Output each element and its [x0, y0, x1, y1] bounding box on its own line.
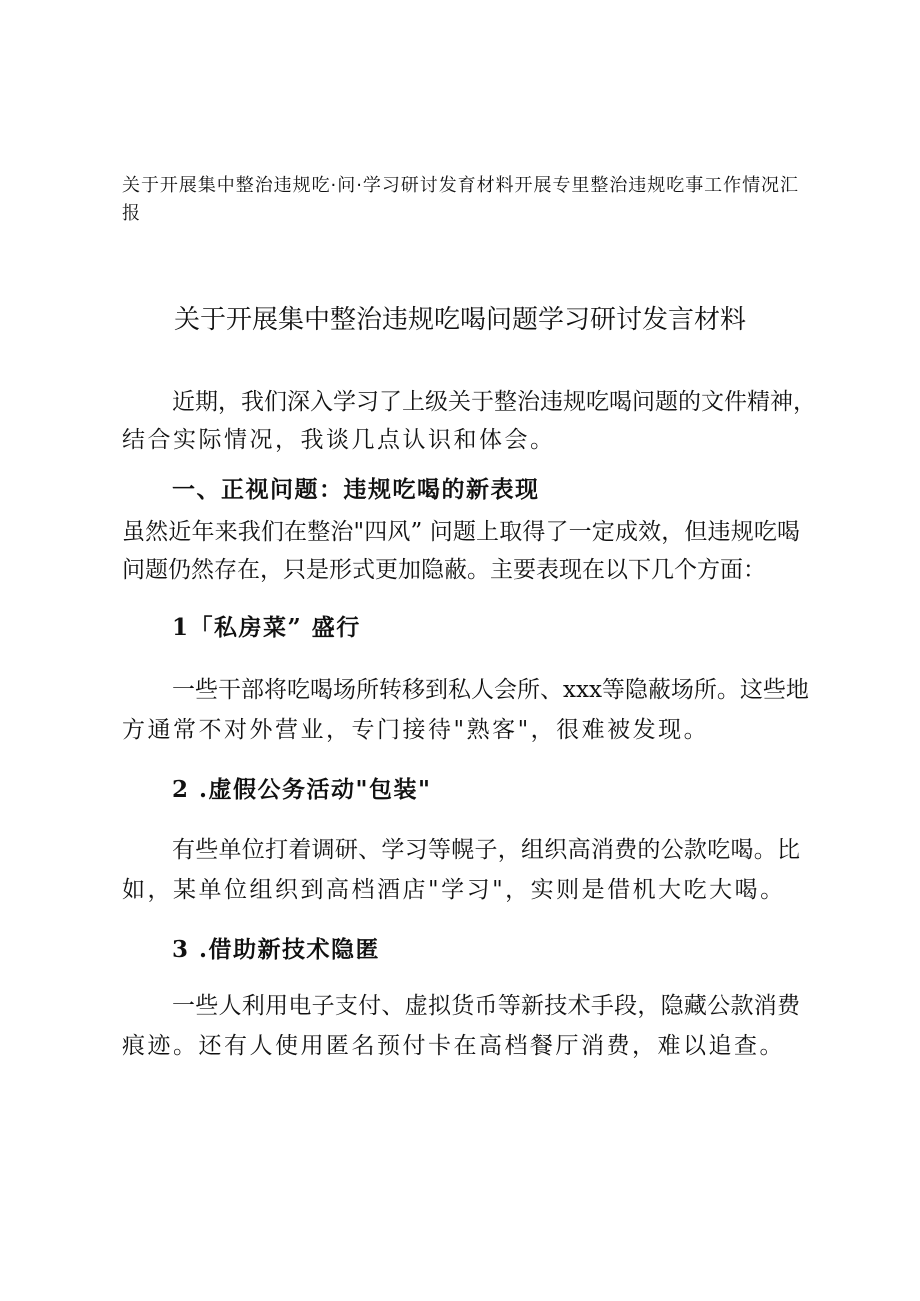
paragraph-line: 问题仍然存在，只是形式更加隐蔽。主要表现在以下几个方面： — [122, 557, 766, 583]
paragraph-line: 方通常不对外营业，专门接待"熟客"，很难被发现。 — [122, 717, 710, 743]
paragraph-line: 一些人利用电子支付、虚拟货币等新技术手段，隐藏公款消费 — [172, 993, 800, 1019]
paragraph-line: 如，某单位组织到高档酒店"学习"，实则是借机大吃大喝。 — [122, 877, 786, 903]
paragraph-line: 近期，我们深入学习了上级关于整治违规吃喝问题的文件精神， — [172, 389, 816, 415]
paragraph-line: 一些干部将吃喝场所转移到私人会所、xxx等隐蔽场所。这些地 — [172, 677, 809, 703]
header-line: 关于开展集中整治违规吃·问·学习研讨发育材料开展专里整治违规吃事工作情况汇 — [122, 175, 798, 196]
paragraph-line: 结合实际情况，我谈几点认识和体会。 — [122, 427, 556, 453]
paragraph-line: 虽然近年来我们在整治"四风” 问题上取得了一定成效，但违规吃喝 — [122, 519, 800, 545]
header-line: 报 — [122, 203, 140, 224]
subsection-heading: 2 .虚假公务活动"包装" — [172, 776, 432, 803]
paragraph-line: 有些单位打着调研、学习等幌子，组织高消费的公款吃喝。比 — [172, 837, 800, 863]
page-title: 关于开展集中整治违规吃喝问题学习研讨发言材料 — [173, 305, 746, 335]
subsection-heading: 3 .借助新技术隐匿 — [172, 936, 381, 963]
section-heading: 一、正视问题：违规吃喝的新表现 — [172, 476, 540, 503]
subsection-heading: 1「私房菜” 盛行 — [172, 614, 361, 641]
paragraph-line: 痕迹。还有人使用匿名预付卡在高档餐厅消费，难以追查。 — [122, 1033, 785, 1059]
